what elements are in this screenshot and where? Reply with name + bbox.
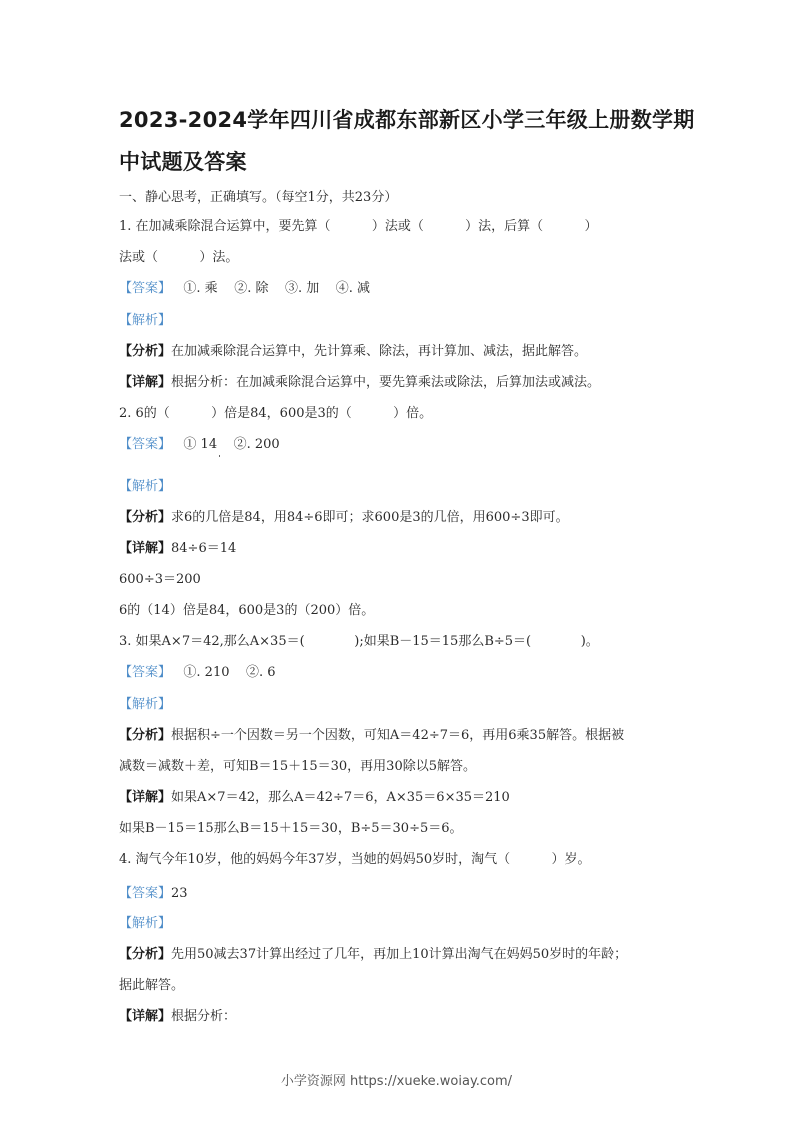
question-1-stem-line2: 法或（ ）法。: [119, 250, 239, 265]
question-2-stem: 2. 6的（ ）倍是84，600是3的（ ）倍。: [119, 406, 433, 421]
footer-watermark: 小学资源网 https://xueke.woiay.com/: [280, 1074, 513, 1089]
detail-text: 根据分析：: [171, 1009, 237, 1024]
question-1-analysis-header: 【解析】: [119, 313, 172, 328]
question-3-analysis-line2: 减数＝减数＋差，可知B＝15＋15＝30，再用30除以5解答。: [119, 759, 476, 774]
question-1-answer: [119, 281, 370, 297]
analysis-label: 【分析】: [119, 728, 172, 743]
detail-text: 84÷6＝14: [171, 541, 237, 556]
question-2-analysis: [119, 510, 569, 526]
detail-label: 【详解】: [119, 1009, 172, 1024]
question-4-analysis-header: 【解析】: [119, 916, 172, 931]
question-3-detail-line2: 如果B－15＝15那么B＝15＋15＝30，B÷5＝30÷5＝6。: [119, 821, 463, 836]
detail-label: 【详解】: [119, 790, 172, 805]
question-2-detail: [119, 541, 236, 557]
answer-label: 【答案】: [119, 886, 172, 901]
question-3-analysis-header: 【解析】: [119, 697, 172, 712]
question-4-stem: 4. 淘气今年10岁，他的妈妈今年37岁，当她的妈妈50岁时，淘气（ ）岁。: [119, 852, 591, 867]
question-4-analysis-line1: [119, 947, 627, 963]
analysis-text: 先用50减去37计算出经过了几年，再加上10计算出淘气在妈妈50岁时的年龄；: [171, 947, 628, 962]
answer-label: 【答案】: [119, 281, 172, 296]
detail-text: 根据分析：在加减乘除混合运算中，要先算乘法或除法，后算加法或减法。: [171, 375, 601, 390]
analysis-text: 根据积÷一个因数＝另一个因数，可知A＝42÷7＝6，再用6乘35解答。根据被: [171, 728, 625, 743]
question-1-detail: [119, 375, 600, 391]
question-3-detail: [119, 790, 510, 806]
analysis-label: 【分析】: [119, 510, 172, 525]
stray-mark: [219, 455, 220, 457]
question-2-answer: [119, 437, 280, 453]
question-3-stem: 3. 如果A×7＝42,那么A×35＝( );如果B－15＝15那么B÷5＝( )。: [119, 634, 599, 649]
document-title-line2: 中试题及答案: [119, 150, 247, 174]
analysis-text: 求6的几倍是84，用84÷6即可；求600是3的几倍，用600÷3即可。: [171, 510, 569, 525]
analysis-text: 在加减乘除混合运算中，先计算乘、除法，再计算加、减法，据此解答。: [171, 344, 588, 359]
answer-value: 23: [171, 886, 188, 901]
answer-label: 【答案】: [119, 665, 172, 680]
document-title-line1: 2023-2024学年四川省成都东部新区小学三年级上册数学期: [119, 108, 695, 132]
question-3-analysis-line1: [119, 728, 624, 744]
question-3-answer: [119, 665, 276, 681]
detail-text: 如果A×7＝42，那么A＝42÷7＝6，A×35＝6×35＝210: [171, 790, 510, 805]
detail-label: 【详解】: [119, 541, 172, 556]
question-2-detail-line2: 600÷3＝200: [119, 572, 201, 587]
question-2-analysis-header: 【解析】: [119, 479, 172, 494]
section-heading: 一、静心思考，正确填写。（每空1分，共23分）: [119, 190, 398, 205]
answer-value: ①. 210 ②. 6: [171, 665, 276, 680]
question-4-answer: [119, 886, 188, 902]
question-2-detail-line3: 6的（14）倍是84，600是3的（200）倍。: [119, 603, 375, 618]
answer-label: 【答案】: [119, 437, 172, 452]
question-4-detail: [119, 1009, 236, 1025]
analysis-label: 【分析】: [119, 947, 172, 962]
question-1-analysis: [119, 344, 587, 360]
question-1-stem-line1: 1. 在加减乘除混合运算中，要先算（ ）法或（ ）法，后算（ ）: [119, 219, 598, 234]
analysis-label: 【分析】: [119, 344, 172, 359]
detail-label: 【详解】: [119, 375, 172, 390]
answer-value: ①. 乘 ②. 除 ③. 加 ④. 减: [171, 281, 371, 296]
question-4-analysis-line2: 据此解答。: [119, 978, 185, 993]
answer-value: ① 14 ②. 200: [171, 437, 280, 452]
